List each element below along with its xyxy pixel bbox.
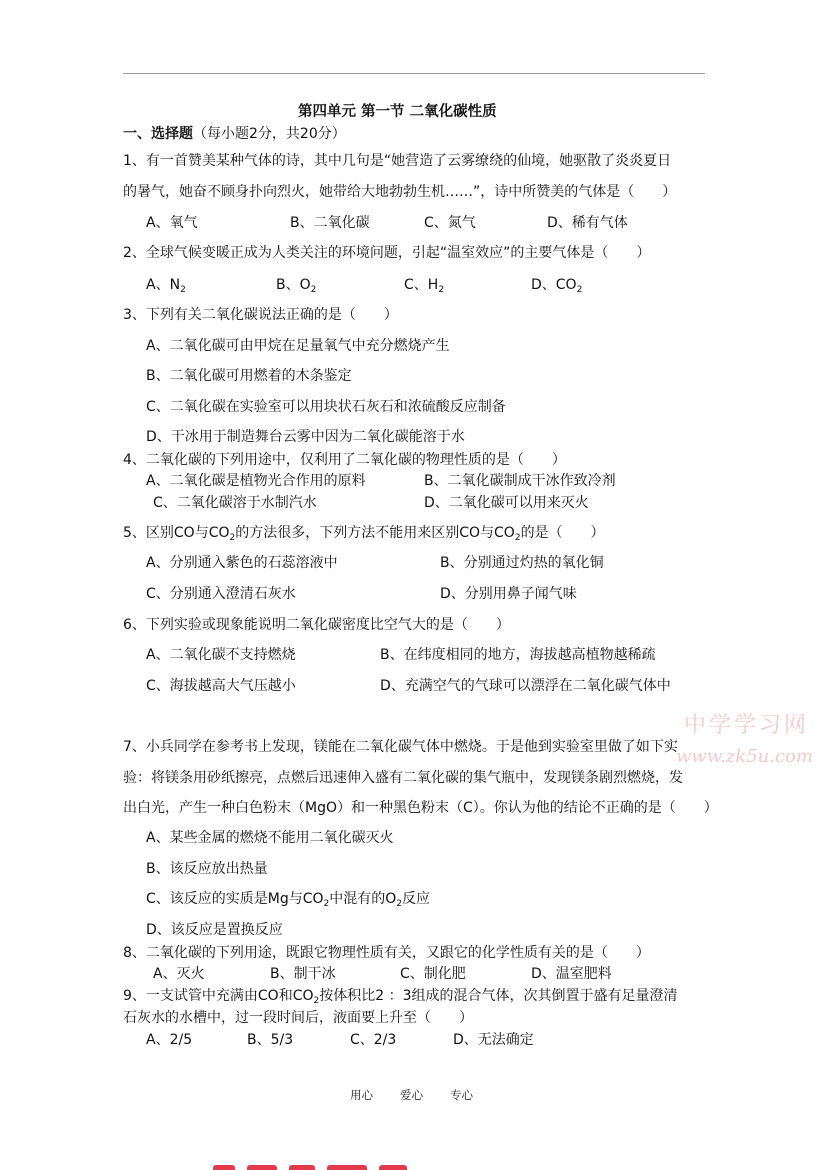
q9-option-a: A、2/5 [146, 1032, 193, 1048]
cropped-banner-text [213, 1158, 473, 1170]
q6-option-a: A、二氧化碳不支持燃烧 [146, 647, 296, 663]
footer-item-1: 用心 [350, 1088, 373, 1102]
q5-stem: 5、区别CO与$CO_2$的方法很多，下列方法不能用来区别CO与$CO_2$的是（ ） [123, 525, 605, 543]
q2-option-a: A、$N_2$ [146, 277, 186, 295]
q1-stem-line2: 的暑气，她奋不顾身扑向烈火，她带给大地勃勃生机……”，诗中所赞美的气体是（ ） [123, 184, 677, 200]
section-heading [123, 125, 346, 143]
q8-option-c: C、制化肥 [400, 966, 466, 982]
q1-option-c: C、氮气 [424, 215, 476, 231]
watermark-url: www.zk5u.com [676, 746, 813, 767]
q5-option-b: B、分别通过灼热的氧化铜 [440, 555, 604, 571]
q3-option-d: D、干冰用于制造舞台云雾中因为二氧化碳能溶于水 [146, 429, 465, 445]
q7-option-a: A、某些金属的燃烧不能用二氧化碳灭火 [146, 830, 394, 846]
top-rule [123, 73, 705, 74]
q9-option-d: D、无法确定 [453, 1032, 534, 1048]
footer-item-2: 爱心 [400, 1088, 423, 1102]
q8-option-b: B、制干冰 [270, 966, 336, 982]
q2-stem: 2、全球气候变暖正成为人类关注的环境问题，引起“温室效应”的主要气体是（ ） [123, 245, 651, 261]
q1-option-d: D、稀有气体 [547, 215, 628, 231]
q7-stem-line2: 验：将镁条用砂纸擦亮，点燃后迅速伸入盛有二氧化碳的集气瓶中，发现镁条剧烈燃烧，发 [123, 770, 683, 786]
q1-option-a: A、氧气 [146, 215, 198, 231]
q2-option-c: C、$H_2$ [404, 277, 445, 295]
q1-stem-line1: 1、有一首赞美某种气体的诗，其中几句是“她营造了云雾缭绕的仙境，她驱散了炎炎夏日 [123, 153, 672, 169]
q7-stem-line3: 出白光，产生一种白色粉末（MgO）和一种黑色粉末（C）。你认为他的结论不正确的是（ ） [123, 800, 718, 816]
q4-option-c: C、二氧化碳溶于水制汽水 [153, 495, 317, 511]
q9-option-c: C、2/3 [350, 1032, 397, 1048]
q4-option-a: A、二氧化碳是植物光合作用的原料 [146, 473, 366, 489]
q3-option-c: C、二氧化碳在实验室可以用块状石灰石和浓硫酸反应制备 [146, 399, 506, 415]
q7-stem-line1: 7、小兵同学在参考书上发现，镁能在二氧化碳气体中燃烧。于是他到实验室里做了如下实 [123, 739, 678, 755]
q6-stem: 6、下列实验或现象能说明二氧化碳密度比空气大的是（ ） [123, 617, 510, 633]
q9-stem-line2: 石灰水的水槽中，过一段时间后，液面要上升至（ ） [123, 1010, 473, 1026]
q5-option-d: D、分别用鼻子闻气味 [440, 586, 577, 602]
q6-option-b: B、在纬度相同的地方，海拔越高植物越稀疏 [380, 647, 656, 663]
q3-option-a: A、二氧化碳可由甲烷在足量氧气中充分燃烧产生 [146, 338, 450, 354]
q1-option-b: B、二氧化碳 [290, 215, 370, 231]
q4-stem: 4、二氧化碳的下列用途中，仅利用了二氧化碳的物理性质的是（ ） [123, 452, 566, 468]
q7-option-d: D、该反应是置换反应 [146, 922, 283, 938]
q5-option-c: C、分别通入澄清石灰水 [146, 586, 296, 602]
q3-option-b: B、二氧化碳可用燃着的木条鉴定 [146, 368, 352, 384]
q9-option-b: B、5/3 [247, 1032, 294, 1048]
q5-option-a: A、分别通入紫色的石蕊溶液中 [146, 555, 338, 571]
q6-option-c: C、海拔越高大气压越小 [146, 678, 296, 694]
q3-stem: 3、下列有关二氧化碳说法正确的是（ ） [123, 307, 398, 323]
q8-option-a: A、灭火 [153, 966, 205, 982]
q4-option-b: B、二氧化碳制成干冰作致冷剂 [424, 473, 616, 489]
q6-option-d: D、充满空气的气球可以漂浮在二氧化碳气体中 [380, 678, 671, 694]
q7-option-c: C、该反应的实质是Mg与$CO_2$中混有的$O_2$反应 [146, 891, 431, 909]
q4-option-d: D、二氧化碳可以用来灭火 [424, 495, 589, 511]
footer-item-3: 专心 [450, 1088, 473, 1102]
q2-option-b: B、$O_2$ [276, 277, 317, 295]
q2-option-d: D、$CO_2$ [531, 277, 583, 295]
section-label: 一、选择题 [123, 126, 193, 142]
q8-stem: 8、二氧化碳的下列用途，既跟它物理性质有关，又跟它的化学性质有关的是（ ） [123, 945, 650, 961]
q7-option-b: B、该反应放出热量 [146, 861, 268, 877]
q8-option-d: D、温室肥料 [531, 966, 612, 982]
q9-stem-line1: 9、一支试管中充满由CO和$CO_2$按体积比2 ：3组成的混合气体，次其倒置于盛有足量澄清 [123, 988, 678, 1006]
watermark-logo-text: 中学学习网 [684, 713, 810, 738]
section-note: （每小题2分，共20分） [193, 126, 346, 142]
page-title: 第四单元 第一节 二氧化碳性质 [298, 104, 497, 120]
